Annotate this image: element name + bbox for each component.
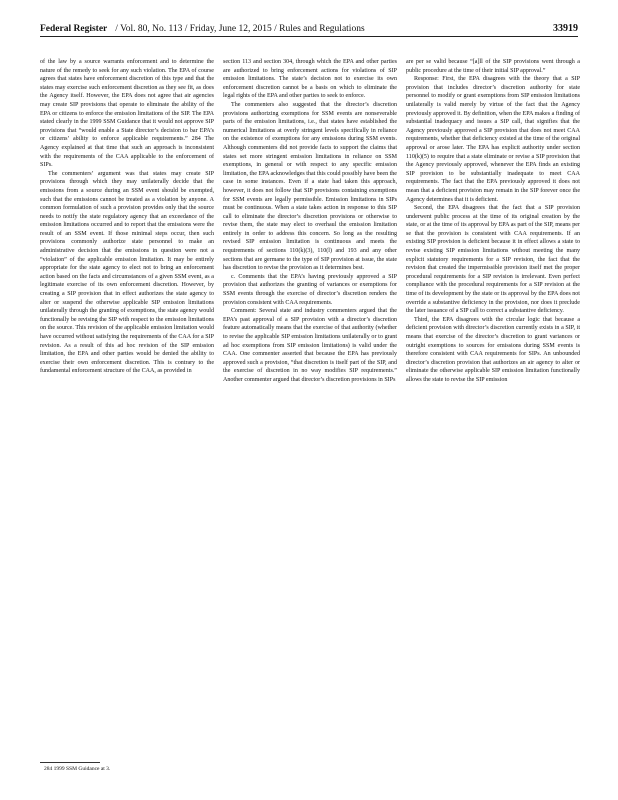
paragraph: are per se valid because “[a]ll of the SIP provisions went through a public procedure at the time of their initial SIP approval.” [406, 59, 580, 74]
publication-title: Federal Register [40, 24, 108, 34]
footnote: 284 1999 SSM Guidance at 3. [44, 766, 111, 772]
section-heading: c. Comments that the EPA’s having previously approved a SIP provision that authorizes the granting of variances or exemptions for SSM events through the exercise of director’s discretion renders the provision consistent with CAA requirements. [223, 273, 397, 306]
header-left [40, 24, 365, 34]
issue-info: / Vol. 80, No. 113 / Friday, June 12, 2015 / Rules and Regulations [115, 24, 365, 34]
column-3 [406, 58, 580, 758]
column-1 [40, 58, 214, 758]
page-header [40, 8, 578, 37]
paragraph: The commenters also suggested that the director’s discretion provisions authorizing exemptions for SSM events are nonseverable parts of the emission limitations, i.e., that states have established the numerical limitations at overly stringent levels specifically in reliance on the existence of exemptions for any emissions during SSM events. Although commenters did not provide facts to support the claims that states set more stringent emission limitations in reliance on SSM exemptions, in general or with respect to any specific emission limitation, the EPA acknowledges that this could possibly have been the case in some instances. Even if a state had taken this approach, however, it does not follow that SIP provisions containing exemptions for SSM events are legally permissible. Emission limitations in SIPs must be continuous. When a state takes action in response to this SIP call to eliminate the director’s discretion provisions or otherwise to revise them, the state may elect to overhaul the emission limitation entirely in order to address this concern. So long as the resulting revised SIP emission limitation is continuous and meets the requirements of sections 110(k)(3), 110(l) and 193 and any other sections that are germane to the type of SIP provision at issue, the state has discretion to revise the provision as it determines best. [223, 101, 397, 272]
paragraph: Comment: Several state and industry commenters argued that the EPA’s past approval of a SIP provision with a director’s discretion feature automatically means that the exercise of that authority (whether to revise the applicable SIP emission limitations unilaterally or to grant ad hoc exemptions from SIP emission limitations) is valid under the CAA. One commenter asserted that because the EPA has previously approved such a provision, “that discretion is itself part of the SIP, and the exercise of discretion in no way modifies SIP requirements.” Another commenter argued that director’s discretion provisions in SIPs [223, 308, 397, 383]
paragraph: Response: First, the EPA disagrees with the theory that a SIP provision that includes director’s discretion authority for state personnel to modify or grant exemptions from SIP emission limitations unilaterally is valid merely by virtue of the fact that the Agency previously approved it. By definition, when the EPA makes a finding of substantial inadequacy and issues a SIP call, that signifies that the Agency previously approved a SIP provision that does not meet CAA requirements, whether that deficiency existed at the time of the original approval or arose later. The EPA has explicit authority under section 110(k)(5) to require that a state eliminate or revise a SIP provision that the Agency previously approved, whenever the EPA finds an existing SIP provision to be substantially inadequate to meet CAA requirements. The fact that the EPA previously approved it does not mean that a deficient provision may remain in the SIP forever once the Agency determines that it is deficient. [406, 76, 580, 203]
paragraph: of the law by a source warrants enforcement and to determine the nature of the remedy to seek for any such violation. The EPA of course agrees that states have enforcement discretion of this type and that the states may exercise such enforcement discretion as they see fit, as does the Agency itself. However, the EPA does not agree that air agencies may create SIP provisions that operate to eliminate the ability of the EPA or citizens to enforce the emission limitations of the SIP. The EPA stated clearly in the 1999 SSM Guidance that it would not approve SIP provisions that “would enable a State director’s decision to bar EPA’s or citizens’ ability to enforce applicable requirements.” 284 The Agency explained at that time that such an approach is inconsistent with the requirements of the CAA applicable to the enforcement of SIPs. [40, 59, 214, 169]
paragraph: Third, the EPA disagrees with the circular logic that because a deficient provision with director’s discretion currently exists in a SIP, it means that exercise of the director’s discretion to grant variances or outright exemptions to sources for emissions during SSM events is therefore consistent with CAA requirements for SIPs. An unbounded director’s discretion provision that authorizes an air agency to alter or eliminate the otherwise applicable SIP emission limitation functionally allows the state to revise the SIP emission [406, 316, 580, 383]
paragraph: section 113 and section 304, through which the EPA and other parties are authorized to bring enforcement actions for violations of SIP emission limitations. The state’s decision not to exercise its own enforcement discretion cannot be a basis on which to eliminate the legal rights of the EPA and other parties to seek to enforce. [223, 59, 397, 100]
text-columns [40, 58, 580, 758]
page-number: 33919 [553, 23, 578, 34]
paragraph: Second, the EPA disagrees that the fact that a SIP provision underwent public process at the time of its original creation by the state, or at the time of its approval by EPA as part of the SIP, means per se that the provision is consistent with CAA requirements. If an existing SIP provision is deficient because it in effect allows a state to revise existing SIP emission limitations without meeting the many explicit statutory requirements for a SIP revision, the fact that the revision that created the impermissible provision itself met the proper procedural requirements for a SIP revision is irrelevant. Even perfect compliance with the procedural requirements for a SIP revision at the time of its development by the state or its approval by the EPA does not override a substantive deficiency in the provision, nor does it preclude the later issuance of a SIP call to correct a substantive deficiency. [406, 205, 580, 315]
footnote-divider [40, 762, 100, 763]
paragraph: The commenters’ argument was that states may create SIP provisions through which they may unilaterally decide that the emissions from a source during an SSM event should be exempted, such that the emissions cannot be treated as a violation by anyone. A common formulation of such a provision provides only that the source needs to notify the state regulatory agency that an exceedance of the emission limitations occurred and to report that the emissions were the result of an SSM event. If those minimal steps occur, then such provisions commonly authorize state personnel to make an administrative decision that the emissions in question were not a “violation” of the applicable emission limitation. It may be entirely appropriate for the state agency to elect not to bring an enforcement action based on the facts and circumstances of a given SSM event, as a legitimate exercise of its own enforcement discretion. However, by creating a SIP provision that in effect authorizes the state agency to alter or suspend the otherwise applicable SIP emission limitations unilaterally through the granting of exemptions, the state agency would functionally be revising the SIP with respect to the emission limitations on the source. This revision of the applicable emission limitation would have occurred without satisfying the requirements of the CAA for a SIP revision. As a result of this ad hoc revision of the SIP emission limitation, the EPA and other parties would be denied the ability to exercise their own enforcement discretion. This is contrary to the fundamental enforcement structure of the CAA, as provided in [40, 170, 214, 375]
column-2 [223, 58, 397, 758]
